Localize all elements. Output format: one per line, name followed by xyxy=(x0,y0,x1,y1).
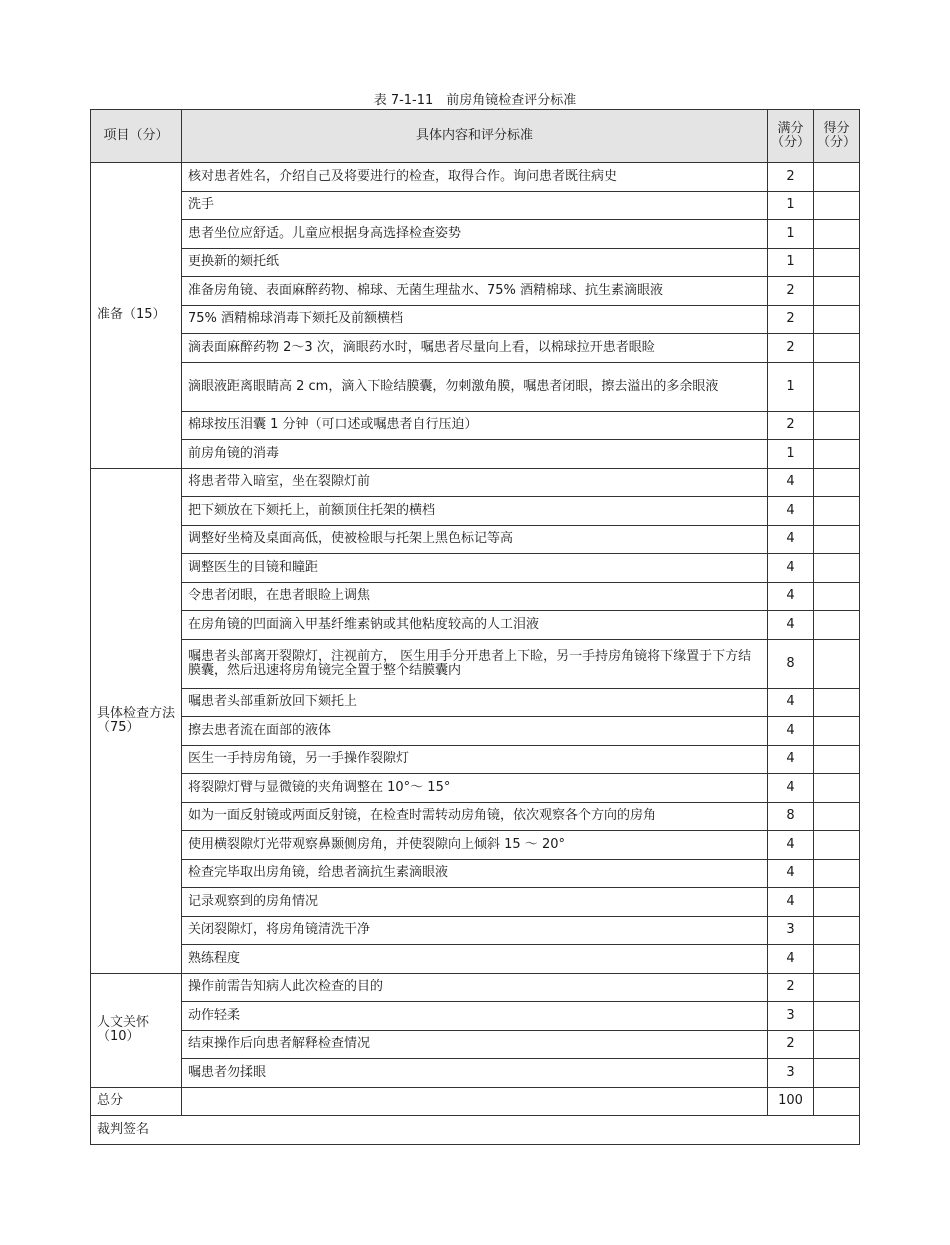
table-row xyxy=(91,191,860,220)
full-score-cell: 4 xyxy=(768,945,814,974)
table-row xyxy=(91,973,860,1002)
criterion-text: 熟练程度 xyxy=(182,945,768,974)
criterion-text: 滴眼液距离眼睛高 2 cm，滴入下睑结膜囊，勿刺激角膜，嘱患者闭眼，擦去溢出的多余眼液 xyxy=(182,362,768,411)
table-row xyxy=(91,802,860,831)
got-score-cell[interactable] xyxy=(814,973,860,1002)
signature-label: 裁判签名 xyxy=(91,1116,860,1145)
got-score-cell[interactable] xyxy=(814,859,860,888)
table-row xyxy=(91,774,860,803)
criterion-text: 嘱患者头部重新放回下颏托上 xyxy=(182,688,768,717)
table-row xyxy=(91,362,860,411)
got-score-cell[interactable] xyxy=(814,163,860,192)
criterion-text: 在房角镜的凹面滴入甲基纤维素钠或其他粘度较高的人工泪液 xyxy=(182,611,768,640)
got-score-cell[interactable] xyxy=(814,1030,860,1059)
header-got-score: 得分（分） xyxy=(814,110,860,163)
full-score-cell: 1 xyxy=(768,191,814,220)
got-score-cell[interactable] xyxy=(814,220,860,249)
table-row xyxy=(91,163,860,192)
header-content: 具体内容和评分标准 xyxy=(182,110,768,163)
full-score-cell: 4 xyxy=(768,831,814,860)
full-score-cell: 1 xyxy=(768,362,814,411)
table-row xyxy=(91,411,860,440)
full-score-cell: 4 xyxy=(768,582,814,611)
criterion-text: 滴表面麻醉药物 2～3 次，滴眼药水时，嘱患者尽量向上看，以棉球拉开患者眼睑 xyxy=(182,334,768,363)
criterion-text: 擦去患者流在面部的液体 xyxy=(182,717,768,746)
got-score-cell[interactable] xyxy=(814,362,860,411)
got-score-cell[interactable] xyxy=(814,802,860,831)
got-score-cell[interactable] xyxy=(814,717,860,746)
section-label: 具体检查方法（75） xyxy=(91,468,182,973)
header-item: 项目（分） xyxy=(91,110,182,163)
table-row xyxy=(91,916,860,945)
full-score-cell: 4 xyxy=(768,497,814,526)
full-score-cell: 4 xyxy=(768,525,814,554)
table-row xyxy=(91,745,860,774)
full-score-cell: 4 xyxy=(768,468,814,497)
table-row xyxy=(91,220,860,249)
criterion-text: 核对患者姓名，介绍自己及将要进行的检查，取得合作。询问患者既往病史 xyxy=(182,163,768,192)
got-score-cell[interactable] xyxy=(814,745,860,774)
table-row xyxy=(91,554,860,583)
got-score-cell[interactable] xyxy=(814,305,860,334)
criterion-text: 准备房角镜、表面麻醉药物、棉球、无菌生理盐水、75% 酒精棉球、抗生素滴眼液 xyxy=(182,277,768,306)
got-score-cell[interactable] xyxy=(814,334,860,363)
table-row xyxy=(91,1030,860,1059)
criterion-text: 调整医生的目镜和瞳距 xyxy=(182,554,768,583)
got-score-cell[interactable] xyxy=(814,497,860,526)
table-body xyxy=(91,163,860,1088)
scoring-table xyxy=(90,109,860,1145)
table-caption: 表 7-1-11 前房角镜检查评分标准 xyxy=(373,93,577,108)
full-score-cell: 1 xyxy=(768,248,814,277)
full-score-cell: 4 xyxy=(768,888,814,917)
criterion-text: 记录观察到的房角情况 xyxy=(182,888,768,917)
got-score-cell[interactable] xyxy=(814,1059,860,1088)
section-label: 人文关怀（10） xyxy=(91,973,182,1087)
full-score-cell: 4 xyxy=(768,745,814,774)
got-score-cell[interactable] xyxy=(814,525,860,554)
full-score-cell: 4 xyxy=(768,717,814,746)
got-score-cell[interactable] xyxy=(814,639,860,688)
full-score-cell: 4 xyxy=(768,774,814,803)
criterion-text: 棉球按压泪囊 1 分钟（可口述或嘱患者自行压迫） xyxy=(182,411,768,440)
table-row xyxy=(91,611,860,640)
got-score-cell[interactable] xyxy=(814,248,860,277)
table-row xyxy=(91,688,860,717)
table-row xyxy=(91,277,860,306)
criterion-text: 令患者闭眼，在患者眼睑上调焦 xyxy=(182,582,768,611)
criterion-text: 结束操作后向患者解释检查情况 xyxy=(182,1030,768,1059)
criterion-text: 将裂隙灯臂与显微镜的夹角调整在 10°～ 15° xyxy=(182,774,768,803)
criterion-text: 操作前需告知病人此次检查的目的 xyxy=(182,973,768,1002)
got-score-cell[interactable] xyxy=(814,888,860,917)
total-got-cell[interactable] xyxy=(814,1087,860,1116)
criterion-text: 把下颏放在下颏托上，前额顶住托架的横档 xyxy=(182,497,768,526)
table-row xyxy=(91,888,860,917)
full-score-cell: 2 xyxy=(768,1030,814,1059)
got-score-cell[interactable] xyxy=(814,468,860,497)
table-row xyxy=(91,497,860,526)
section-label: 准备（15） xyxy=(91,163,182,469)
table-row xyxy=(91,1002,860,1031)
table-row xyxy=(91,639,860,688)
got-score-cell[interactable] xyxy=(814,945,860,974)
criterion-text: 关闭裂隙灯，将房角镜清洗干净 xyxy=(182,916,768,945)
header-row xyxy=(91,110,860,163)
criterion-text: 更换新的颏托纸 xyxy=(182,248,768,277)
table-row xyxy=(91,334,860,363)
table-row xyxy=(91,831,860,860)
table-row xyxy=(91,859,860,888)
full-score-cell: 4 xyxy=(768,688,814,717)
got-score-cell[interactable] xyxy=(814,688,860,717)
criterion-text: 75% 酒精棉球消毒下颏托及前额横档 xyxy=(182,305,768,334)
total-score: 100 xyxy=(768,1087,814,1116)
criterion-text: 使用横裂隙灯光带观察鼻颞侧房角，并使裂隙向上倾斜 15 ～ 20° xyxy=(182,831,768,860)
total-content-cell xyxy=(182,1087,768,1116)
criterion-text: 患者坐位应舒适。儿童应根据身高选择检查姿势 xyxy=(182,220,768,249)
criterion-text: 前房角镜的消毒 xyxy=(182,440,768,469)
table-row xyxy=(91,945,860,974)
got-score-cell[interactable] xyxy=(814,411,860,440)
table-row xyxy=(91,248,860,277)
full-score-cell: 1 xyxy=(768,440,814,469)
full-score-cell: 2 xyxy=(768,411,814,440)
full-score-cell: 3 xyxy=(768,1002,814,1031)
got-score-cell[interactable] xyxy=(814,831,860,860)
full-score-cell: 3 xyxy=(768,916,814,945)
table-row xyxy=(91,440,860,469)
criterion-text: 嘱患者头部离开裂隙灯，注视前方， 医生用手分开患者上下睑，另一手持房角镜将下缘置于下方结膜囊，然后迅速将房角镜完全置于整个结膜囊内 xyxy=(182,639,768,688)
criterion-text: 调整好坐椅及桌面高低，使被检眼与托架上黑色标记等高 xyxy=(182,525,768,554)
full-score-cell: 4 xyxy=(768,554,814,583)
got-score-cell[interactable] xyxy=(814,554,860,583)
criterion-text: 洗手 xyxy=(182,191,768,220)
full-score-cell: 2 xyxy=(768,305,814,334)
got-score-cell[interactable] xyxy=(814,191,860,220)
full-score-cell: 4 xyxy=(768,611,814,640)
full-score-cell: 4 xyxy=(768,859,814,888)
full-score-cell: 2 xyxy=(768,277,814,306)
table-row xyxy=(91,1059,860,1088)
got-score-cell[interactable] xyxy=(814,582,860,611)
full-score-cell: 2 xyxy=(768,334,814,363)
table-row xyxy=(91,305,860,334)
criterion-text: 嘱患者勿揉眼 xyxy=(182,1059,768,1088)
full-score-cell: 8 xyxy=(768,802,814,831)
table-row xyxy=(91,525,860,554)
full-score-cell: 2 xyxy=(768,163,814,192)
criterion-text: 检查完毕取出房角镜，给患者滴抗生素滴眼液 xyxy=(182,859,768,888)
got-score-cell[interactable] xyxy=(814,611,860,640)
full-score-cell: 2 xyxy=(768,973,814,1002)
criterion-text: 如为一面反射镜或两面反射镜，在检查时需转动房角镜，依次观察各个方向的房角 xyxy=(182,802,768,831)
total-label: 总分 xyxy=(91,1087,182,1116)
got-score-cell[interactable] xyxy=(814,916,860,945)
criterion-text: 将患者带入暗室，坐在裂隙灯前 xyxy=(182,468,768,497)
full-score-cell: 8 xyxy=(768,639,814,688)
table-row xyxy=(91,717,860,746)
signature-row xyxy=(91,1116,860,1145)
got-score-cell[interactable] xyxy=(814,774,860,803)
got-score-cell[interactable] xyxy=(814,277,860,306)
criterion-text: 医生一手持房角镜，另一手操作裂隙灯 xyxy=(182,745,768,774)
got-score-cell[interactable] xyxy=(814,440,860,469)
total-row xyxy=(91,1087,860,1116)
full-score-cell: 3 xyxy=(768,1059,814,1088)
header-full-score: 满分（分） xyxy=(768,110,814,163)
criterion-text: 动作轻柔 xyxy=(182,1002,768,1031)
table-row xyxy=(91,582,860,611)
table-row xyxy=(91,468,860,497)
got-score-cell[interactable] xyxy=(814,1002,860,1031)
full-score-cell: 1 xyxy=(768,220,814,249)
